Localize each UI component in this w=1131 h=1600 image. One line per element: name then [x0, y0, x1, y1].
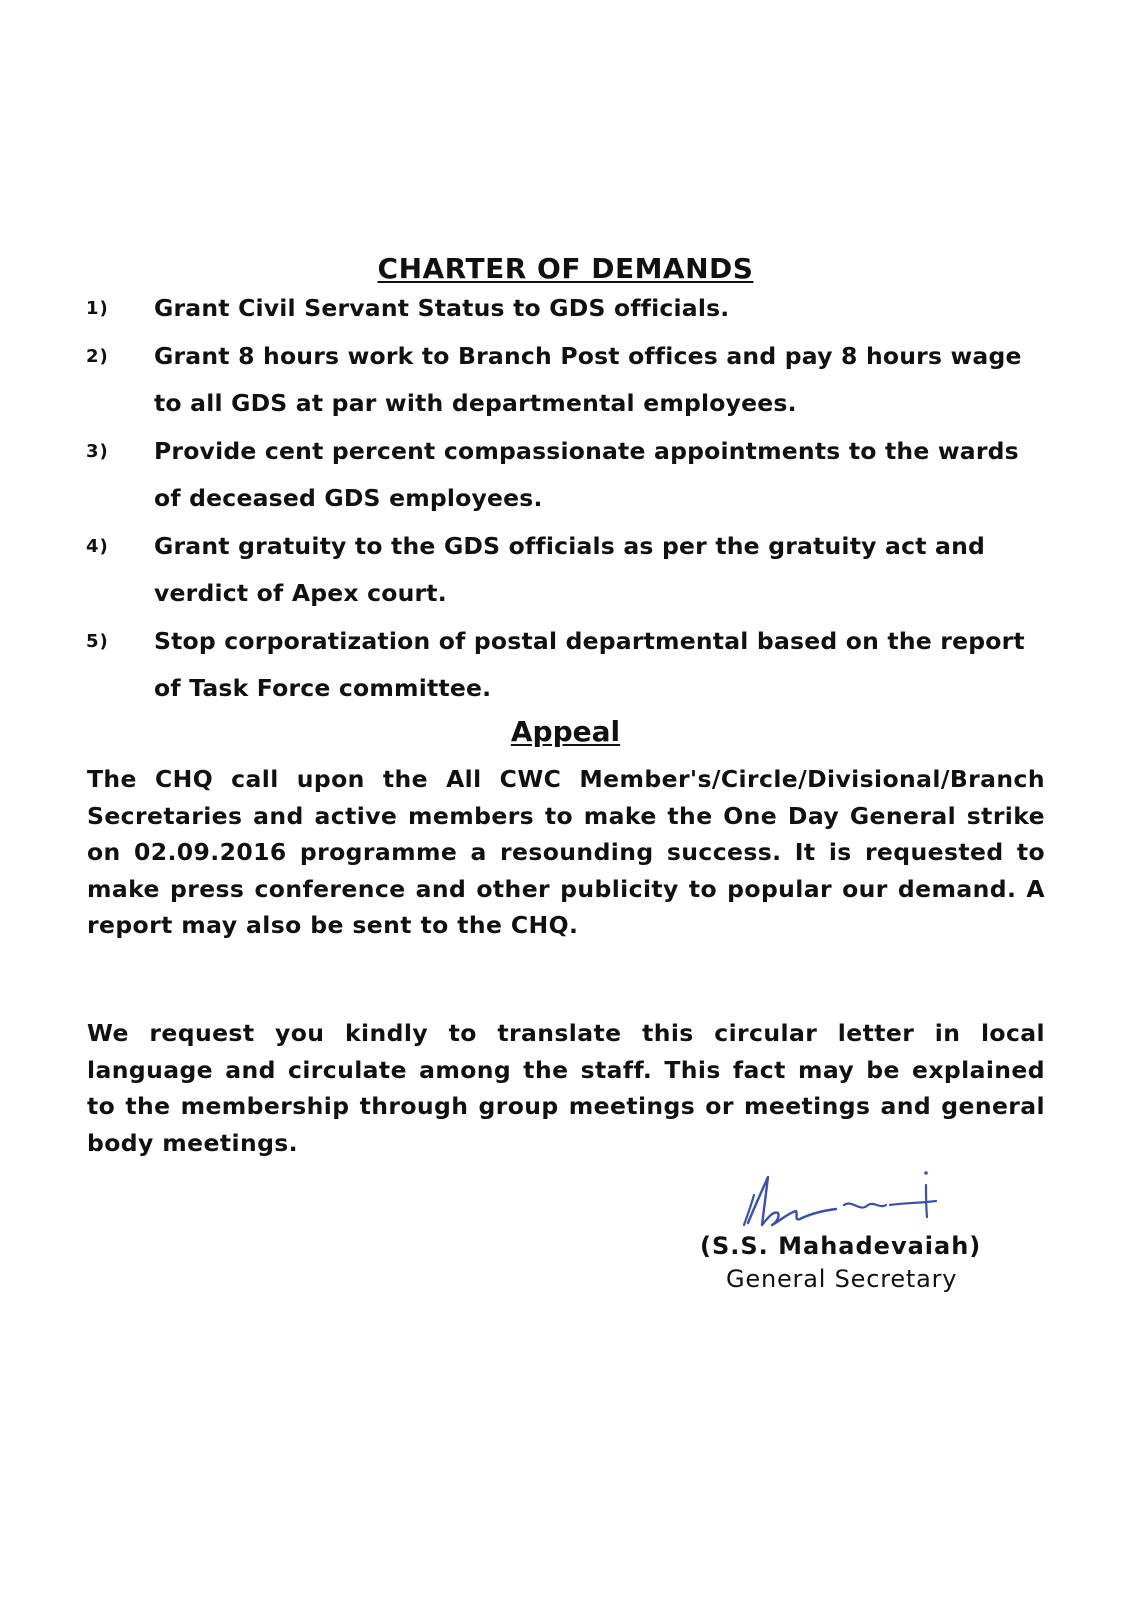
demand-item — [86, 428, 1046, 523]
demand-text: Grant gratuity to the GDS officials as per the gratuity act and verdict of Apex court. — [154, 531, 986, 607]
demand-text: Grant 8 hours work to Branch Post offices and pay 8 hours wage to all GDS at par with departmental employees. — [154, 341, 1022, 417]
demand-text: Stop corporatization of postal departmental based on the report of Task Force committee. — [154, 626, 1025, 702]
demand-item — [86, 333, 1046, 428]
document-title: CHARTER OF DEMANDS — [377, 252, 754, 285]
demand-text: Grant Civil Servant Status to GDS officials. — [154, 294, 730, 322]
signature-image — [740, 1165, 950, 1235]
appeal-paragraph: The CHQ call upon the All CWC Member's/Circle/Divisional/Branch Secretaries and active members to make the One Day General strike on 02.09.2016 programme a resounding success. It is requested to make press conference and other publicity to popular our demand. A report may also be sent to the CHQ. — [87, 765, 1045, 939]
demand-number: 3) — [86, 440, 109, 462]
demand-number: 2) — [86, 345, 109, 367]
demands-list — [86, 285, 1046, 713]
demand-number: 4) — [86, 535, 109, 557]
demand-item — [86, 523, 1046, 618]
demand-number: 5) — [86, 630, 109, 652]
signatory-name: (S.S. Mahadevaiah) — [700, 1232, 982, 1260]
request-paragraph: We request you kindly to translate this circular letter in local language and circulate among the staff. This fact may be explained to the membership through group meetings or meetings and general body meetings. — [87, 1019, 1045, 1157]
demand-item — [86, 618, 1046, 713]
appeal-heading: Appeal — [510, 715, 621, 748]
demand-text: Provide cent percent compassionate appointments to the wards of deceased GDS employees. — [154, 436, 1019, 512]
demand-number: 1) — [86, 298, 109, 319]
signatory-designation: General Secretary — [726, 1265, 958, 1293]
demand-item — [86, 285, 1046, 333]
